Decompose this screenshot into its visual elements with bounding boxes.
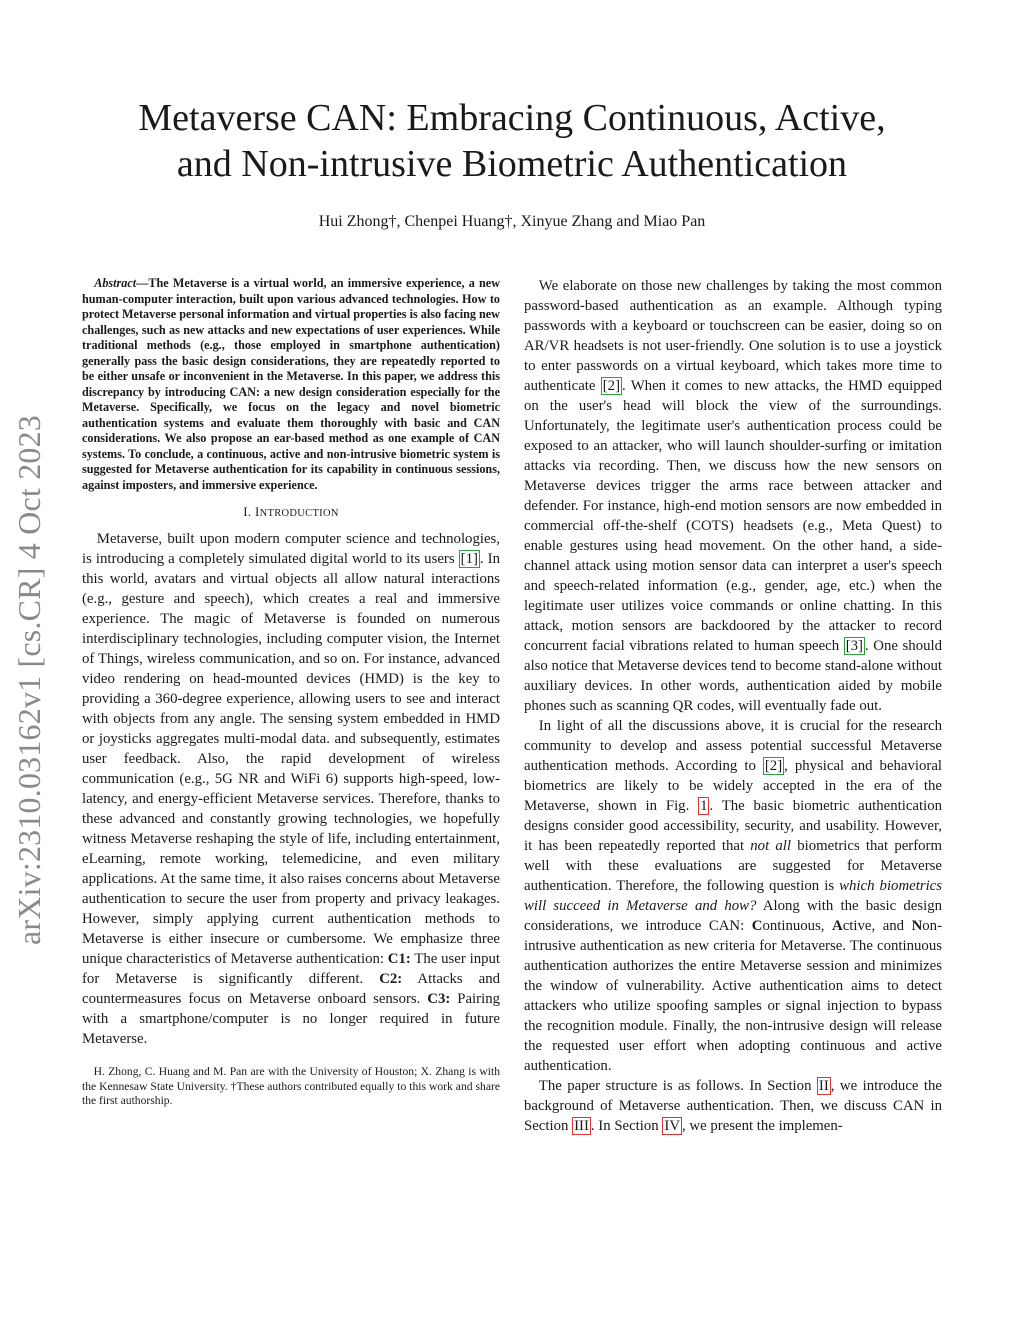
title-line-1: Metaverse CAN: Embracing Continuous, Active, [138,97,886,139]
left-column [82,276,500,1109]
paper-title [0,95,1024,187]
figure-link[interactable]: 1 [700,798,708,814]
title-line-2: and Non-intrusive Biometric Authentication [176,143,848,185]
author-list: Hui Zhong†, Chenpei Huang†, Xinyue Zhang and Miao Pan [318,213,706,230]
challenges-paragraph: We elaborate on those new challenges by taking the most common password-based authentication as an example. Although typing passwords with a keyboard or touchscreen can be easier, doing so on AR/VR headsets is not user-friendly. One solution is to use a joystick to enter passwords on a virtual keyboard, which takes more time to authenticate [2] . When it comes to new attacks, the HMD equipped on the user's head will block the view of the surroundings. Unfortunately, the legitimate user's authentication process could be exposed to an attacker, who will launch shoulder-surfing or imitation attacks via recording. Then, we discuss how the new sensors on Metaverse devices trigger the arms race between attacker and defender. For instance, high-end motion sensors are now embedded in commercial off-the-shelf (COTS) headsets (e.g., Meta Quest) to enable gestures using head movement. On the other hand, a side-channel attack using motion sensor data can interpret a user's speech and speech-related information (e.g., gender, age, etc.) when the legitimate user utilizes voice commands or online chatting. In this attack, motion sensors are backdoored by the attacker to record concurrent facial vibrations related to human speech [3] . One should also notice that Metaverse devices tend to become stand-alone without auxiliary devices. In other words, authentication aided by mobile phones such as scanning QR codes, will eventually fade out. [524,278,942,714]
section-link[interactable]: II [818,1078,829,1094]
abstract [82,276,500,493]
right-column [524,276,942,1136]
section-link[interactable]: III [574,1118,589,1134]
can-paragraph: In light of all the discussions above, it is crucial for the research community to develop and assess potential successful Metaverse authentication methods. According to [2] , physical and behavioral biometrics are likely to be widely accepted in the era of the Metaverse, shown in Fig. 1 . The basic biometric authentication designs consider good accessibility, security, and usability. However, it has been repeatedly reported that not all biometrics that perform well with these evaluations are suggested for Metaverse authentication. Therefore, the following question is which biometrics will succeed in Metaverse and how? Along with the basic design considerations, we introduce CAN: Continuous, Active, and Non-intrusive authentication as new criteria for Metaverse. The continuous authentication authorizes the entire Metaverse session and minimizes the window of vulnerability. Active authentication aims to detect attackers who utilize spoofing samples or signal injection to bypass the recognition module. Finally, the non-intrusive design will release the requested user effort when adopting continuous and active authentication. [524,718,943,1074]
arxiv-identifier: arXiv:2310.03162v1 [cs.CR] 4 Oct 2023 [11,414,47,945]
citation-link[interactable]: [2] [602,378,621,394]
citation-link[interactable]: [3] [845,638,863,654]
citation-link[interactable]: [2] [764,758,783,774]
intro-paragraph: Metaverse, built upon modern computer science and technologies, is introducing a completely simulated digital world to its users [1] . In this world, avatars and virtual objects all allow natural interactions (e.g., gesture and speech), which creates a real and immersive experience. The magic of Metaverse is founded on numerous interdisciplinary technologies, including computer vision, the Internet of Things, wireless communication, and so on. For instance, advanced video rendering on head-mounted devices (HMD) is the key to providing a 360-degree experience, allowing users to see and interact with objects from any angle. The sensing system embedded in HMD or joysticks aggregates multi-modal data. and subsequently, estimates user feedback. Also, the rapid development of wireless communication (e.g., 5G NR and WiFi 6) supports high-speed, low-latency, and energy-efficient Metaverse services. Therefore, thanks to these advanced and constantly growing technologies, we hopefully witness Metaverse reshaping the style of life, including entertainment, eLearning, remote working, telemedicine, and even military applications. At the same time, it also raises concerns about Metaverse authentication to secure the user from property and privacy leakages. However, simply applying current authentication methods to Metaverse is either insecure or cumbersome. We emphasize three unique characteristics of Metaverse authentication: C1: The user input for Metaverse is significantly different. C2: Attacks and countermeasures focus on Metaverse onboard sensors. C3: Pairing with a smartphone/computer is no longer required in future Metaverse. [82,531,501,1047]
author-footnote: H. Zhong, C. Huang and M. Pan are with the University of Houston; X. Zhang is with the Kennesaw State University. †These authors contributed equally to this work and share the first authorship. [82,1065,500,1107]
structure-paragraph: The paper structure is as follows. In Section II , we introduce the background of Metaverse authentication. Then, we discuss CAN in Section III . In Section IV , we present the implemen- [524,1078,942,1134]
abstract-label: Abstract [94,276,137,290]
citation-link[interactable]: [1] [460,551,478,567]
section-heading-introduction: I. INTRODUCTION [243,504,339,519]
abstract-text: —The Metaverse is a virtual world, an immersive experience, a new human-computer interaction, built upon various advanced technologies. How to protect Metaverse personal information and virtual properties is also facing new challenges, such as new attacks and new expectations of user experiences. While traditional methods (e.g., those employed in smartphone authentication) generally pass the basic design considerations, they are repeatedly reported to be either unsafe or inconvenient in the Metaverse. In this paper, we address this discrepancy by introducing CAN: a new design consideration especially for the Metaverse. Specifically, we focus on the legacy and novel biometric authentication systems and evaluate them thoroughly with basic and CAN considerations. We also propose an ear-based method as one example of CAN systems. To conclude, a continuous, active and non-intrusive biometric system is suggested for Metaverse authentication for its capability in continuous sessions, against imposters, and immersive experience. [82,276,500,492]
section-link[interactable]: IV [664,1118,681,1134]
